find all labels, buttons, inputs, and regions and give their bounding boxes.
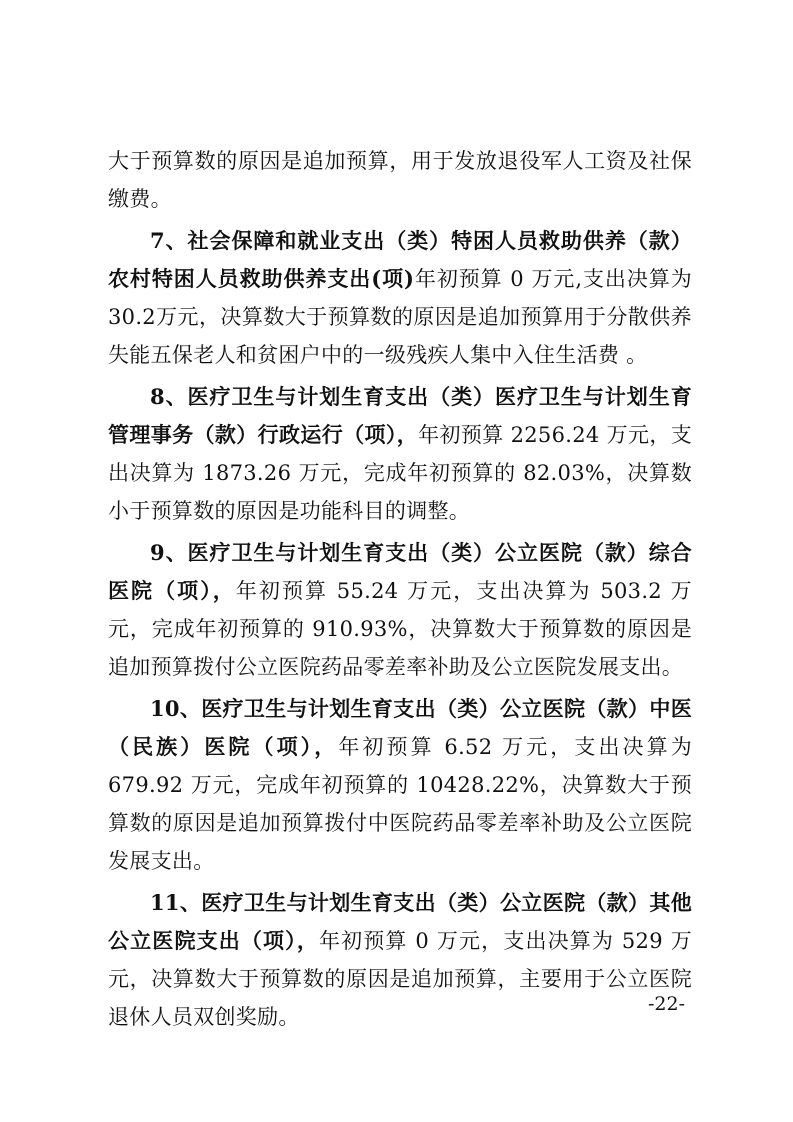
document-page	[108, 142, 692, 1036]
paragraph-body: 年初预算 0 万元，支出决算为 529 万元，决算数大于预算数的原因是追加预算，主要用于公立医院退休人员双创奖励。	[108, 929, 692, 1029]
paragraph-body: 年初预算 0 万元,支出决算为 30.2万元，决算数大于预算数的原因是追加预算用于分散供养失能五保老人和贫困户中的一级残疾人集中入住生活费 。	[108, 267, 693, 367]
paragraph-item-11	[108, 884, 692, 1036]
paragraph-heading: 7、社会保障和就业支出（类）特困人员救助供养（款） 农村特困人员救助供养支出(项)	[108, 228, 692, 291]
paragraph-item-8	[108, 378, 692, 530]
paragraph-body: 年初预算 2256.24 万元，支出决算为 1873.26 万元，完成年初预算的 82.03%，决算数小于预算数的原因是功能科目的调整。	[108, 423, 693, 523]
paragraph-item-7	[108, 222, 692, 374]
paragraph-item-9	[108, 534, 692, 686]
paragraph-body: 年初预算 6.52 万元，支出决算为 679.92 万元，完成年初预算的 10428.22%，决算数大于预算数的原因是追加预算拨付中医院药品零差率补助及公立医院发展支出。	[108, 735, 693, 873]
paragraph-heading: 9、医疗卫生与计划生育支出（类）公立医院（款）综合医院（项），	[108, 540, 692, 603]
paragraph-heading: 10、医疗卫生与计划生育支出（类）公立医院（款）中医（民族）医院（项），	[108, 696, 692, 759]
paragraph-item-10	[108, 690, 692, 880]
paragraph-body: 大于预算数的原因是追加预算，用于发放退役军人工资及社保缴费。	[108, 149, 692, 211]
paragraph-heading: 8、医疗卫生与计划生育支出（类）医疗卫生与计划生育管理事务（款）行政运行（项），	[108, 384, 692, 447]
paragraph-heading: 11、医疗卫生与计划生育支出（类）公立医院（款）其他公立医院支出（项），	[108, 890, 692, 953]
paragraph-continuation	[108, 142, 692, 218]
page-number: -22-	[648, 993, 686, 1015]
paragraph-body: 年初预算 55.24 万元，支出决算为 503.2 万元，完成年初预算的 910.93%，决算数大于预算数的原因是追加预算拨付公立医院药品零差率补助及公立医院发展支出。	[108, 579, 692, 679]
